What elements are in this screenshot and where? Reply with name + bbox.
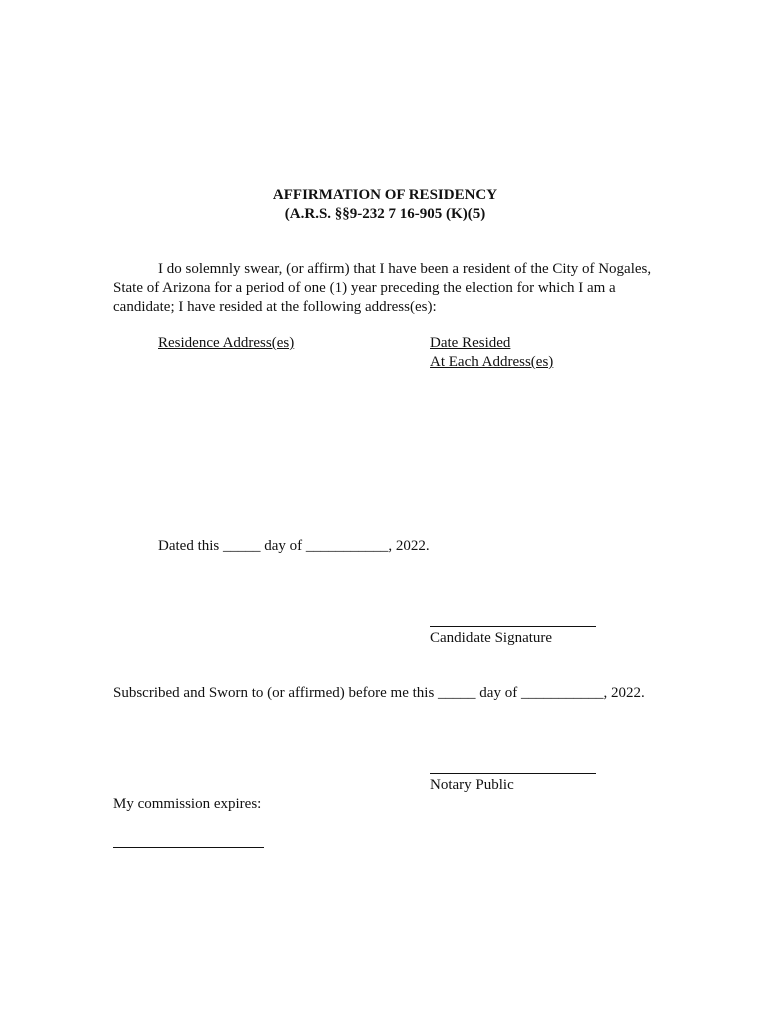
notary-public-label: Notary Public [430, 777, 514, 793]
candidate-signature-line [430, 626, 596, 627]
oath-paragraph [113, 260, 665, 317]
dated-line: Dated this _____ day of ___________, 2022. [158, 538, 430, 554]
residence-address-header: Residence Address(es) [158, 335, 295, 351]
document-title: AFFIRMATION OF RESIDENCY [272, 187, 498, 203]
oath-line-3: candidate; I have resided at the following address(es): [113, 299, 437, 315]
candidate-signature-label: Candidate Signature [430, 630, 553, 646]
commission-expiry-line [113, 847, 264, 848]
date-resided-header: Date Resided [430, 335, 511, 351]
notary-signature-line [430, 773, 596, 774]
commission-expires-label: My commission expires: [113, 796, 262, 812]
oath-line-1: I do solemnly swear, (or affirm) that I have been a resident of the City of Nogales, [158, 261, 652, 277]
subscribed-sworn-line: Subscribed and Sworn to (or affirmed) before me this _____ day of ___________, 2022. [113, 685, 645, 701]
oath-line-2: State of Arizona for a period of one (1) year preceding the election for which I am a [113, 280, 616, 296]
statute-citation: (A.R.S. §§9-232 7 16-905 (K)(5) [284, 206, 486, 222]
at-each-address-header: At Each Address(es) [430, 354, 554, 370]
